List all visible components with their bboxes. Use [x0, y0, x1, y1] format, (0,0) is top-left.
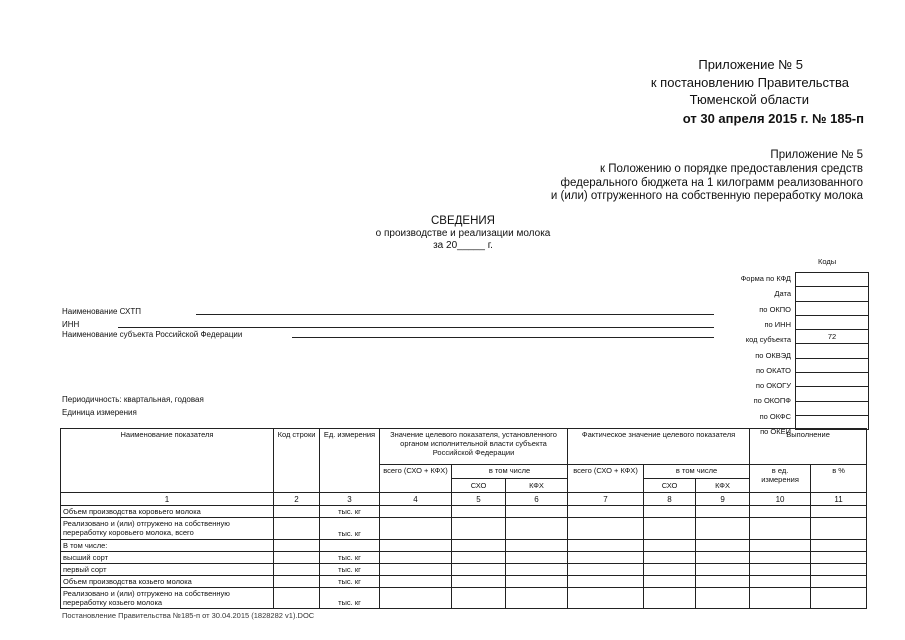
header-fulfillment: Выполнение — [750, 429, 867, 465]
row-cell — [274, 506, 320, 518]
row-unit: тыс. кг — [320, 588, 380, 609]
header-target-incl: в том числе — [452, 465, 568, 479]
row-cell[interactable] — [452, 576, 506, 588]
row-cell[interactable] — [811, 552, 867, 564]
row-cell[interactable] — [811, 506, 867, 518]
header-unit: Ед. измерения — [320, 429, 380, 493]
code-label: по ИНН — [764, 319, 791, 329]
header-actual-total: всего (СХО + КФХ) — [568, 465, 644, 493]
row-cell[interactable] — [750, 552, 811, 564]
row-cell[interactable] — [380, 540, 452, 552]
row-cell[interactable] — [568, 506, 644, 518]
row-name: высший сорт — [61, 552, 274, 564]
column-number: 5 — [452, 493, 506, 506]
appendix2-line-3: федерального бюджета на 1 килограмм реализованного — [560, 177, 863, 189]
row-cell[interactable] — [568, 540, 644, 552]
row-cell[interactable] — [506, 576, 568, 588]
row-name: Реализовано и (или) отгружено на собственную переработку коровьего молока, всего — [61, 518, 274, 540]
header-in-units: в ед. измерения — [750, 465, 811, 493]
row-cell[interactable] — [380, 506, 452, 518]
header-target-kfx: КФХ — [506, 479, 568, 493]
header-actual-cxo: СХО — [644, 479, 696, 493]
row-unit: тыс. кг — [320, 518, 380, 540]
code-value[interactable] — [796, 358, 869, 372]
code-value[interactable] — [796, 301, 869, 315]
code-value[interactable] — [796, 287, 869, 301]
field-label-inn: ИНН — [62, 320, 80, 329]
row-cell[interactable] — [452, 588, 506, 609]
row-cell[interactable] — [506, 588, 568, 609]
row-cell[interactable] — [811, 588, 867, 609]
code-row — [796, 330, 869, 344]
row-unit: тыс. кг — [320, 564, 380, 576]
row-cell[interactable] — [506, 540, 568, 552]
column-number: 9 — [696, 493, 750, 506]
code-row — [796, 387, 869, 401]
column-number: 7 — [568, 493, 644, 506]
row-cell[interactable] — [750, 564, 811, 576]
code-label: Форма по КФД — [740, 274, 791, 283]
table-row — [61, 518, 867, 540]
code-value[interactable] — [796, 315, 869, 329]
field-line-inn[interactable] — [118, 327, 714, 328]
row-cell[interactable] — [696, 518, 750, 540]
row-name: первый сорт — [61, 564, 274, 576]
field-label-region: Наименование субъекта Российской Федерации — [62, 330, 243, 339]
code-value[interactable] — [796, 401, 869, 415]
row-cell[interactable] — [452, 518, 506, 540]
row-cell[interactable] — [644, 552, 696, 564]
row-cell[interactable] — [380, 552, 452, 564]
row-unit: тыс. кг — [320, 552, 380, 564]
code-row — [796, 358, 869, 372]
table-row — [61, 540, 867, 552]
row-cell[interactable] — [568, 518, 644, 540]
row-cell[interactable] — [452, 552, 506, 564]
row-unit — [320, 540, 380, 552]
row-cell[interactable] — [568, 588, 644, 609]
column-number: 2 — [274, 493, 320, 506]
code-row — [796, 273, 869, 287]
header-indicator-name: Наименование показателя — [61, 429, 274, 493]
row-cell[interactable] — [506, 518, 568, 540]
row-cell[interactable] — [380, 588, 452, 609]
row-cell[interactable] — [452, 506, 506, 518]
row-cell[interactable] — [696, 588, 750, 609]
row-cell[interactable] — [568, 552, 644, 564]
row-cell[interactable] — [506, 552, 568, 564]
header-target-cxo: СХО — [452, 479, 506, 493]
row-cell[interactable] — [644, 540, 696, 552]
field-line-name[interactable] — [196, 314, 714, 315]
document-title: СВЕДЕНИЯ — [431, 215, 495, 227]
row-cell[interactable] — [452, 540, 506, 552]
row-name: Объем производства козьего молока — [61, 576, 274, 588]
header-actual-incl: в том числе — [644, 465, 750, 479]
table-row — [61, 506, 867, 518]
code-value[interactable] — [796, 373, 869, 387]
field-label-unit: Единица измерения — [62, 408, 137, 417]
code-label: по ОКФС — [759, 411, 791, 421]
code-label: по ОКОГУ — [755, 381, 791, 391]
column-number: 1 — [61, 493, 274, 506]
row-cell[interactable] — [644, 506, 696, 518]
row-cell[interactable] — [811, 540, 867, 552]
header-actual-kfx: КФХ — [696, 479, 750, 493]
code-label: по ОКВЭД — [755, 350, 791, 360]
appendix2-title: Приложение № 5 — [770, 149, 863, 161]
table-row — [61, 552, 867, 564]
row-name: Реализовано и (или) отгружено на собственную переработку козьего молока — [61, 588, 274, 609]
appendix2-line-4: и (или) отгруженного на собственную переработку молока — [550, 190, 863, 202]
footer-filename: Постановление Правительства №185-п от 30.04.2015 (1828282 v1).DOC — [62, 611, 315, 620]
row-cell — [274, 576, 320, 588]
code-row — [796, 373, 869, 387]
row-cell[interactable] — [750, 540, 811, 552]
row-cell[interactable] — [696, 564, 750, 576]
row-cell — [274, 564, 320, 576]
column-number: 10 — [750, 493, 811, 506]
main-table — [60, 428, 867, 609]
header-target-total: всего (СХО + КФХ) — [380, 465, 452, 493]
appendix2-line-2: к Положению о порядке предоставления средств — [599, 163, 863, 175]
row-cell — [274, 518, 320, 540]
header-line-code: Код строки — [274, 429, 320, 493]
row-cell[interactable] — [811, 576, 867, 588]
table-row — [61, 576, 867, 588]
code-row — [796, 315, 869, 329]
document-subtitle: о производстве и реализации молока — [375, 228, 551, 239]
column-number: 8 — [644, 493, 696, 506]
row-cell[interactable] — [380, 564, 452, 576]
code-label: по ОКОПФ — [753, 396, 791, 406]
header-percent: в % — [811, 465, 867, 493]
row-cell[interactable] — [644, 518, 696, 540]
row-unit: тыс. кг — [320, 506, 380, 518]
row-cell[interactable] — [696, 540, 750, 552]
row-cell — [274, 552, 320, 564]
row-cell[interactable] — [380, 576, 452, 588]
code-value[interactable] — [796, 273, 869, 287]
row-cell[interactable] — [750, 506, 811, 518]
field-line-region[interactable] — [292, 337, 714, 338]
code-value[interactable] — [796, 344, 869, 358]
row-cell[interactable] — [452, 564, 506, 576]
row-cell[interactable] — [750, 576, 811, 588]
header-actual-value: Фактическое значение целевого показателя — [568, 429, 750, 465]
column-number: 4 — [380, 493, 452, 506]
column-number: 11 — [811, 493, 867, 506]
code-value[interactable] — [796, 387, 869, 401]
code-label: код субъекта — [745, 335, 791, 345]
row-cell[interactable] — [644, 576, 696, 588]
row-cell — [274, 588, 320, 609]
code-label: по ОКПО — [759, 304, 791, 314]
field-label-name: Наименование СХТП — [62, 307, 141, 316]
row-cell[interactable] — [750, 588, 811, 609]
field-label-periodicity: Периодичность: квартальная, годовая — [62, 395, 204, 404]
row-cell[interactable] — [644, 588, 696, 609]
row-cell[interactable] — [696, 506, 750, 518]
row-cell[interactable] — [750, 518, 811, 540]
column-number-row — [61, 493, 867, 506]
code-label: Дата — [774, 289, 791, 299]
column-number: 3 — [320, 493, 380, 506]
row-name: Объем производства коровьего молока — [61, 506, 274, 518]
row-cell[interactable] — [568, 564, 644, 576]
code-label: по ОКЕИ — [760, 427, 791, 436]
codes-heading: Коды — [818, 257, 837, 266]
code-value[interactable]: 72 — [796, 330, 869, 344]
column-number: 6 — [506, 493, 568, 506]
code-row — [796, 344, 869, 358]
appendix-title: Приложение № 5 — [698, 57, 803, 72]
row-cell[interactable] — [696, 552, 750, 564]
row-cell[interactable] — [644, 564, 696, 576]
row-cell[interactable] — [811, 564, 867, 576]
table-row — [61, 564, 867, 576]
code-row — [796, 301, 869, 315]
appendix-line-3: Тюменской области — [689, 92, 809, 107]
codes-table — [795, 272, 869, 430]
row-cell[interactable] — [811, 518, 867, 540]
code-label: по ОКАТО — [755, 365, 791, 375]
row-cell[interactable] — [506, 564, 568, 576]
row-unit: тыс. кг — [320, 576, 380, 588]
appendix-line-2: к постановлению Правительства — [650, 75, 849, 90]
table-row — [61, 588, 867, 609]
appendix-date: от 30 апреля 2015 г. № 185-п — [682, 111, 864, 126]
document-period: за 20_____ г. — [433, 240, 493, 251]
row-name: В том числе: — [61, 540, 274, 552]
row-cell[interactable] — [696, 576, 750, 588]
header-target-value: Значение целевого показателя, установленного органом исполнительной власти субъекта Российской Федерации — [380, 429, 568, 465]
code-row — [796, 401, 869, 415]
row-cell[interactable] — [380, 518, 452, 540]
row-cell — [274, 540, 320, 552]
code-row — [796, 287, 869, 301]
row-cell[interactable] — [506, 506, 568, 518]
row-cell[interactable] — [568, 576, 644, 588]
